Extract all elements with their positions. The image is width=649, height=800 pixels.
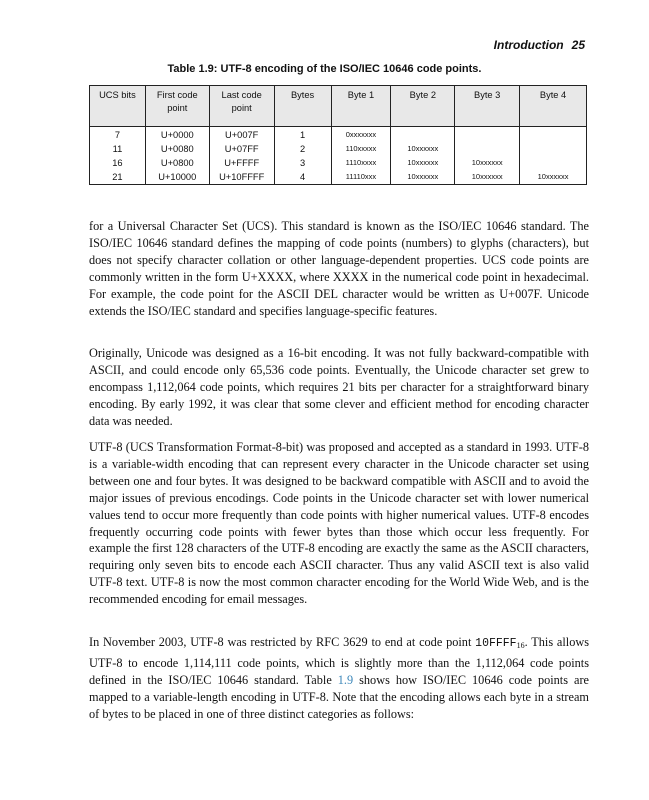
table-cell: 10xxxxxx [520,170,587,185]
column-header: Last code point [209,86,274,127]
utf8-encoding-table [89,85,587,185]
paragraph-ucs-intro: for a Universal Character Set (UCS). This standard is known as the ISO/IEC 10646 standard. The ISO/IEC 10646 standard defines the mapping of code points (numbers) to glyphs (characters), but does not specify character collation or other language-dependent properties. UCS code points are commonly written in the form U+XXXX, where XXXX in the numerical code point in hexadecimal. For example, the code point for the ASCII DEL character would be written as U+007F. Unicode extends the ISO/IEC standard and specifies language-specific features. [89,219,589,318]
paragraph-text: In November 2003, UTF-8 was restricted by RFC 3629 to end at code point [89,635,476,649]
table-caption: Table 1.9: UTF-8 encoding of the ISO/IEC 10646 code points. [167,63,482,75]
column-header: Byte 4 [520,86,587,127]
table-cell: 10xxxxxx [455,170,520,185]
table-cell [455,127,520,143]
table-cell: U+0800 [145,156,209,170]
table-cell: 3 [274,156,331,170]
table-header-row [90,86,587,127]
table-row [90,170,587,185]
running-header [494,38,585,52]
hex-subscript: 16 [516,641,525,650]
table-cell: 21 [90,170,146,185]
column-header: Byte 2 [391,86,455,127]
paragraph-rfc3629 [89,634,589,723]
table-cell: 1110xxxx [331,156,391,170]
table-cell: U+FFFF [209,156,274,170]
section-title: Introduction [493,38,564,52]
column-header: UCS bits [90,86,146,127]
table-row [90,156,587,170]
table-cell: 7 [90,127,146,143]
table-cell: 10xxxxxx [391,156,455,170]
table-cell: 11110xxx [331,170,391,185]
table-cell: U+0000 [145,127,209,143]
table-cell: 10xxxxxx [391,142,455,156]
table-cell: 2 [274,142,331,156]
column-header: Bytes [274,86,331,127]
paragraph-unicode-history: Originally, Unicode was designed as a 16-bit encoding. It was not fully backward-compatible with ASCII, and could encode only 65,536 code points. Eventually, the Unicode character set grew to encompass 1,112,064 code points, which requires 21 bits per character for a straightforward binary encoding. By early 1992, it was clear that some clever and efficient method for encoding character data was needed. [89,346,589,428]
table-cell: 16 [90,156,146,170]
table-cell: U+0080 [145,142,209,156]
table-cell: 11 [90,142,146,156]
table-cell: 4 [274,170,331,185]
table-cell: 10xxxxxx [391,170,455,185]
column-header: Byte 3 [455,86,520,127]
table-row [90,127,587,143]
table-row [90,142,587,156]
table-cell [455,142,520,156]
table-cell: 0xxxxxxx [331,127,391,143]
table-cell [520,142,587,156]
table-cell: 110xxxxx [331,142,391,156]
page-number: 25 [571,38,585,52]
paragraph-text: shows how ISO/IEC 10646 code points are mapped to a variable-length encoding in UTF-8. Note that the encoding allows each byte in a stream of bytes to be placed in one of three distinct categories as follows: [89,672,590,721]
column-header: Byte 1 [331,86,391,127]
table-cell [520,156,587,170]
table-cell: 10xxxxxx [455,156,520,170]
table-cell: U+10000 [145,170,209,185]
code-point-literal: 10FFFF [475,637,517,650]
paragraph-text: . This allows UTF-8 to encode 1,114,111 code points, which is slightly more than the 1,112,064 code points defined in the ISO/IEC 10646 standard. Table [89,635,590,687]
table-cell [520,127,587,143]
column-header: First code point [145,86,209,127]
table-reference-link[interactable]: 1.9 [337,672,354,687]
table-cell: U+07FF [209,142,274,156]
table-cell [391,127,455,143]
paragraph-utf8-description: UTF-8 (UCS Transformation Format-8-bit) was proposed and accepted as a standard in 1993. UTF-8 is a variable-width encoding that can represent every character in the Unicode character set using between one and four bytes. It was designed to be backward compatible with ASCII and to avoid the major issues of previous encodings. Code points in the Unicode character set with lower numerical values tend to occur more frequently than code points with higher numerical values. UTF-8 encodes frequently occurring code points with fewer bytes than those which occur less frequently. For example the first 128 characters of the UTF-8 encoding are exactly the same as the ASCII characters, requiring only seven bits to encode each ASCII character. Thus any valid ASCII text is also valid UTF-8 text. UTF-8 is now the most common character encoding for the World Wide Web, and is the recommended encoding for email messages. [89,440,589,607]
table-cell: 1 [274,127,331,143]
table-cell: U+10FFFF [209,170,274,185]
table-cell: U+007F [209,127,274,143]
